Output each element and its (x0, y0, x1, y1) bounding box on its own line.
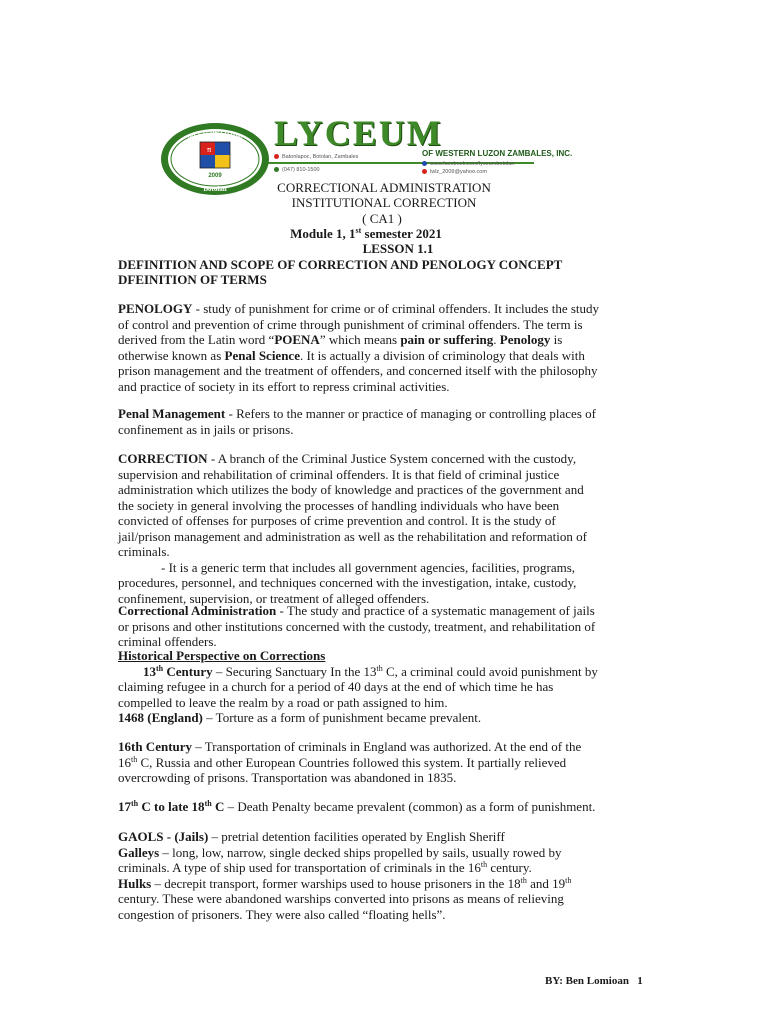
lesson-line: LESSON 1.1 (362, 241, 434, 256)
penal-management-paragraph: Penal Management - Refers to the manner or practice of managing or controlling places of confinement as in jails or prisons. (118, 406, 596, 437)
location-pin-icon (274, 154, 279, 159)
phone-icon (274, 167, 279, 172)
facebook-icon (422, 161, 427, 166)
contact-phone: (047) 810-1500 (274, 166, 320, 174)
gaols-entry: GAOLS - (Jails) – pretrial detention facilities operated by English Sheriff (118, 829, 505, 844)
correction-paragraph: CORRECTION - A branch of the Criminal Justice System concerned with the custody, supervision and rehabilitation of criminal offenders. It is that field of criminal justice administration which utilizes the body of knowledge and practices of the government and the society in general involving the processes of handling individuals who have been convicted of offenses for purposes of crime prevention and control. It is the study of jail/prison management and administration as well as the rehabilitation and reformation of criminals. - It is a generic term that includes all government agencies, facilities, programs, procedures, personnel, and techniques concerned with the investigation, intake, custody, confinement, supervision, or treatment of alleged offenders. (118, 451, 587, 606)
section-heading: DEFINITION AND SCOPE OF CORRECTION AND PENOLOGY CONCEPT (118, 257, 563, 272)
school-wordmark: LYCEUM (274, 113, 443, 153)
email-icon (422, 169, 427, 174)
subsection-heading: DFEINITION OF TERMS (118, 272, 267, 287)
title-line-1: CORRECTIONAL ADMINISTRATION (277, 180, 491, 195)
historical-section: Historical Perspective on Corrections 13th Century – Securing Sanctuary In the 13th C, a criminal could avoid punishment by claiming refugee in a church for a period of 40 days at the end of which time he has compelled to leave the realm by a road or path assigned to him. 1468 (England) – Torture as a form of punishment became prevalent. (118, 648, 678, 726)
13th-century-entry: 13th Century – Securing Sanctuary In the 13th C, a criminal could avoid punishment by (143, 663, 598, 679)
gaols-galleys-hulks-section: GAOLS - (Jails) – pretrial detention facilities operated by English Sheriff Galleys – long, low, narrow, single decked ships propelled by sails, usually rowed by criminals. A type of ship used for transportation of criminals in the 16th century. Hulks – decrepit transport, former warships used to house prisoners in the 18th and 19th century. These were abandoned warships converted into prisons as means of relieving congestion of prisoners. They were also called “floating hells”. (118, 829, 678, 922)
contact-address: Batonlapoc, Botolan, Zambales (274, 153, 358, 161)
16th-century-entry: 16th Century – Transportation of criminals in England was authorized. At the end of the 16th C, Russia and other European Countries followed this system. It partially relieved overcrowding of prisons. Transportation was abandoned in 1835. (118, 739, 582, 785)
module-line: Module 1, 1st semester 2021 (290, 226, 442, 241)
title-line-2: INSTITUTIONAL CORRECTION (291, 195, 477, 210)
1468-entry: 1468 (England) – Torture as a form of punishment became prevalent. (118, 710, 482, 725)
correctional-admin-paragraph: Correctional Administration - The study and practice of a systematic management of jails or prisons and other institutions concerned with the custody, treatment, and rehabilitation of criminal offenders. (118, 603, 596, 649)
seal-year: 2009 (208, 173, 222, 179)
contact-web: www.facebook.com/lyceumbotolan (422, 160, 514, 168)
historical-heading: Historical Perspective on Corrections (118, 648, 326, 663)
seal-top-text: WESTERN LUZON (187, 130, 243, 143)
title-line-3: ( CA1 ) (362, 211, 402, 226)
17th-century-entry: 17th C to late 18th C – Death Penalty became prevalent (common) as a form of punishment. (118, 799, 596, 814)
footer-author: BY: Ben Lomioan (545, 975, 629, 987)
school-subline: OF WESTERN LUZON ZAMBALES, INC. (422, 149, 573, 158)
seal-bottom-text: Botolan (203, 185, 227, 193)
page-footer (545, 974, 643, 988)
svg-text:π: π (207, 146, 212, 154)
penology-paragraph: PENOLOGY - study of punishment for crime or of criminal offenders. It includes the study of control and prevention of crime through punishment of criminal offenders. The term is derived from the Latin word “POENA” which means pain or suffering. Penology is otherwise known as Penal Science. It is actually a division of criminology that deals with prison management and the treatment of offenders, and concerned itself with the philosophy and practice of society in its effort to repress criminal activities. (118, 301, 600, 394)
galleys-entry: Galleys – long, low, narrow, single decked ships propelled by sails, usually rowed by (118, 844, 562, 860)
page-number: 1 (637, 975, 643, 987)
contact-email: lwlz_2009@yahoo.com (422, 168, 487, 176)
hulks-entry: Hulks – decrepit transport, former warships used to house prisoners in the 18th and 19th (118, 875, 572, 891)
